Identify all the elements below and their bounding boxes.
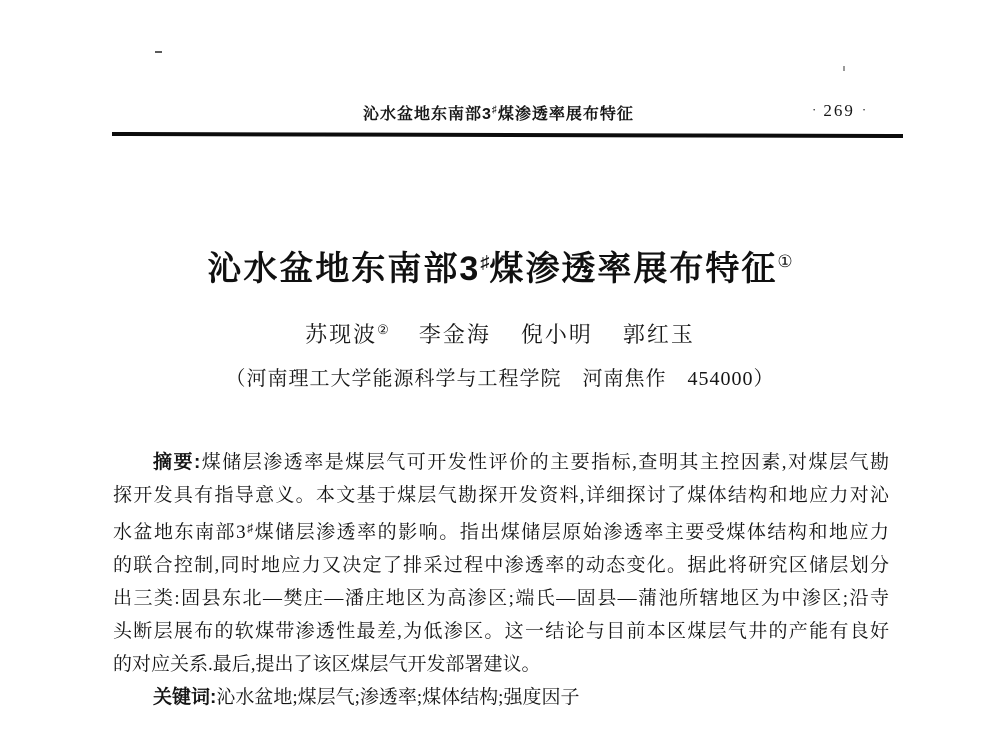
author-name: [305, 322, 389, 347]
abstract-line-text: 煤储层渗透率的影响。指出煤储层原始渗透率主要受煤体结构和地应力: [254, 522, 889, 543]
scan-artifact-dash: [155, 51, 162, 53]
keywords-line: [113, 681, 889, 714]
abstract-line-text: 水盆地东南部3: [113, 522, 246, 543]
running-head-part1: 沁水盆地东南部3: [363, 106, 492, 123]
author-name: 李金海: [418, 322, 491, 347]
abstract-line: 的联合控制,同时地应力又决定了排采过程中渗透率的动态变化。据此将研究区储层划分: [113, 555, 889, 576]
article-title-part2: 煤渗透率展布特征: [489, 250, 778, 288]
page-number-left-dot: ·: [812, 102, 817, 117]
authors-line: [0, 318, 1000, 349]
keywords-text: 沁水盆地;煤层气;渗透率;煤体结构;强度因子: [216, 687, 580, 708]
abstract-label: 摘要:: [153, 452, 201, 473]
abstract-line: 探开发具有指导意义。本文基于煤层气勘探开发资料,详细探讨了煤体结构和地应力对沁: [113, 485, 889, 506]
abstract-line: 头断层展布的软煤带渗透性最差,为低渗区。这一结论与目前本区煤层气井的产能有良好: [113, 621, 889, 642]
abstract-line: [113, 512, 889, 549]
page-number: [812, 101, 866, 121]
scan-artifact-speck: [843, 66, 845, 71]
running-head-part2: 煤渗透率展布特征: [497, 106, 634, 123]
abstract-line: 出三类:固县东北—樊庄—潘庄地区为高渗区;端氏—固县—蒲池所辖地区为中渗区;沿寺: [113, 588, 889, 609]
author-name-text: 苏现波: [305, 322, 378, 347]
abstract-sharp-superscript: ♯: [245, 521, 255, 535]
page-number-value: 269: [823, 101, 855, 120]
article-title: [0, 241, 1000, 290]
keywords-label: 关键词:: [153, 687, 217, 708]
abstract-line-text: 煤储层渗透率是煤层气可开发性评价的主要指标,查明其主控因素,对煤层气勘: [200, 452, 889, 473]
page-number-right-dot: ·: [861, 102, 867, 117]
abstract-line: 的对应关系.最后,提出了该区煤层气开发部署建议。: [113, 654, 541, 675]
article-title-footnote-superscript: ①: [777, 252, 793, 271]
article-title-sharp-superscript: ♯: [480, 252, 490, 272]
article-title-part1: 沁水盆地东南部3: [207, 250, 481, 288]
abstract-line: [113, 446, 889, 479]
author-name: 郭红玉: [622, 322, 695, 347]
header-rule: [112, 132, 903, 138]
running-head-title: [363, 101, 634, 124]
author-footnote-superscript: ②: [377, 322, 389, 337]
affiliation-line: （河南理工大学能源科学与工程学院 河南焦作 454000）: [225, 368, 775, 390]
running-head-sharp: ♯: [491, 104, 498, 116]
author-name: 倪小明: [520, 322, 593, 347]
abstract-block: [113, 446, 889, 714]
